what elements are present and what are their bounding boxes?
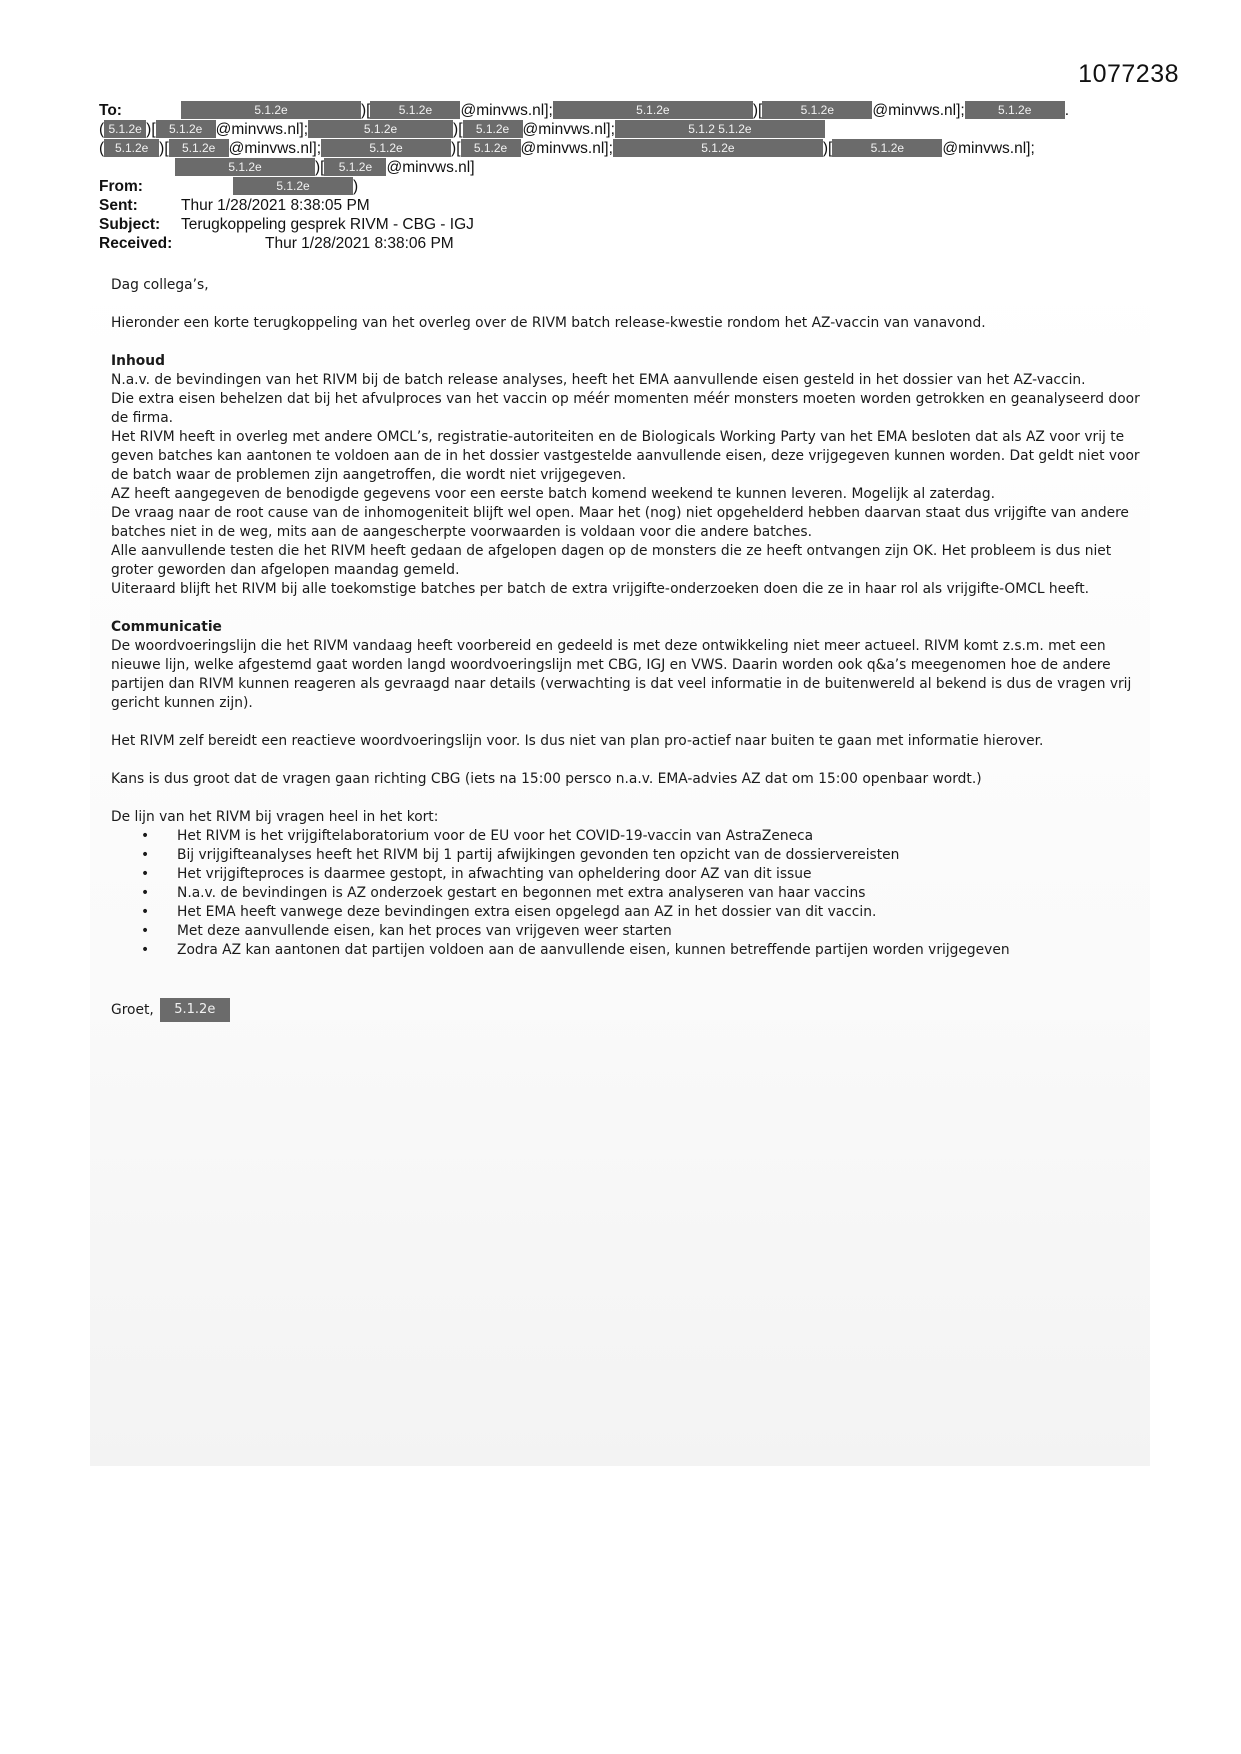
list-item: • Bij vrijgifteanalyses heeft het RIVM bij 1 partij afwijkingen gevonden ten opzicht van de dossiervereisten	[177, 846, 1141, 865]
redaction-box: 5.1.2e	[461, 139, 521, 157]
subject-value: Terugkoppeling gesprek RIVM - CBG - IGJ	[181, 216, 474, 233]
recipient-text: )[	[752, 102, 763, 119]
inhoud-paragraph: Alle aanvullende testen die het RIVM heeft gedaan de afgelopen dagen op de monsters die ze heeft ontvangen zijn OK. Het probleem is dus niet groter geworden dan afgelopen maandag gemeld.	[111, 543, 1112, 578]
bullet-list	[111, 827, 1141, 960]
recipient-text: @minvws.nl]	[386, 159, 475, 176]
to-label: To:	[99, 102, 122, 119]
redaction-box: 5.1.2e	[832, 139, 942, 157]
inhoud-paragraph: AZ heeft aangegeven de benodigde gegevens voor een eerste batch komend weekend te kunnen leveren. Mogelijk al zaterdag.	[111, 486, 995, 502]
document-number: 1077238	[1078, 60, 1179, 88]
redaction-box: 5.1.2e	[463, 120, 523, 138]
redaction-box: 5.1.2e	[370, 101, 460, 119]
redaction-box: 5.1.2e	[965, 101, 1065, 119]
received-label: Received:	[99, 235, 173, 252]
sent-value: Thur 1/28/2021 8:38:05 PM	[181, 197, 370, 214]
recipient-text: @minvws.nl];	[520, 140, 613, 157]
message-body	[111, 276, 1141, 1022]
greeting: Dag collega’s,	[111, 277, 209, 293]
redaction-box: 5.1.2e	[181, 101, 361, 119]
from-label: From:	[99, 178, 143, 195]
recipient-text: .	[1064, 102, 1070, 119]
redacted-signature: 5.1.2e	[160, 998, 230, 1022]
inhoud-paragraph: Die extra eisen behelzen dat bij het afvulproces van het vaccin op méér momenten méér monsters moeten worden getrokken en geanalyseerd door de firma.	[111, 391, 1140, 426]
recipient-text: (	[99, 140, 105, 157]
received-row	[99, 234, 1159, 253]
to-line	[99, 158, 1159, 177]
recipient-text: )[	[451, 140, 461, 157]
recipient-text: )[	[146, 121, 156, 138]
recipient-text: @minvws.nl];	[942, 140, 1035, 157]
recipient-text: @minvws.nl];	[460, 102, 553, 119]
communicatie-paragraph: Het RIVM zelf bereidt een reactieve woordvoeringslijn voor. Is dus niet van plan pro-actief naar buiten te gaan met informatie hierover.	[111, 733, 1044, 749]
list-item: • Het RIVM is het vrijgiftelaboratorium voor de EU voor het COVID-19-vaccin van AstraZeneca	[177, 827, 1141, 846]
list-item: • N.a.v. de bevindingen is AZ onderzoek gestart en begonnen met extra analyseren van haar vaccins	[177, 884, 1141, 903]
list-item: • Met deze aanvullende eisen, kan het proces van vrijgeven weer starten	[177, 922, 1141, 941]
recipient-text: )[	[361, 102, 371, 119]
communicatie-paragraph: Kans is dus groot dat de vragen gaan richting CBG (iets na 15:00 persco n.a.v. EMA-advies AZ dat om 15:00 openbaar wordt.)	[111, 771, 982, 787]
recipient-text: )[	[315, 159, 325, 176]
redaction-box: 5.1.2e	[324, 158, 386, 176]
redaction-box: 5.1.2e	[308, 120, 453, 138]
redaction-box: 5.1.2e	[156, 120, 216, 138]
communicatie-paragraph: De woordvoeringslijn die het RIVM vandaag heeft voorbereid en gedeeld is met deze ontwikkeling niet meer actueel. RIVM komt z.s.m. met een nieuwe lijn, welke afgestemd gaat worden langd woordvoeringslijn met CBG, IGJ en VWS. Daarin worden ook q&a’s meegenomen hoe de andere partijen dan RIVM kunnen reageren als gevraagd naar details (verwachting is dat veel informatie in de buitenwereld al bekend is dus de vragen vrij gericht kunnen zijn).	[111, 638, 1132, 711]
list-item: • Het EMA heeft vanwege deze bevindingen extra eisen opgelegd aan AZ in het dossier van dit vaccin.	[177, 903, 1141, 922]
sent-label: Sent:	[99, 197, 138, 214]
recipient-text: @minvws.nl];	[872, 102, 965, 119]
recipient-text: )[	[822, 140, 833, 157]
intro-paragraph: Hieronder een korte terugkoppeling van het overleg over de RIVM batch release-kwestie rondom het AZ-vaccin van vanavond.	[111, 315, 986, 331]
redaction-box: 5.1.2e	[613, 139, 823, 157]
recipient-text: @minvws.nl];	[215, 121, 309, 138]
list-item: • Het vrijgifteproces is daarmee gestopt, in afwachting van opheldering door AZ van dit issue	[177, 865, 1141, 884]
recipient-text: )[	[453, 121, 463, 138]
from-row	[99, 177, 1159, 196]
recipient-text: @minvws.nl];	[522, 121, 615, 138]
redaction-box: 5.1.2e	[169, 139, 229, 157]
redaction-box: 5.1.2e	[104, 120, 146, 138]
recipient-text: (	[99, 121, 105, 138]
sent-row	[99, 196, 1159, 215]
email-header	[99, 101, 1159, 253]
redaction-box: 5.1.2e	[175, 158, 315, 176]
inhoud-paragraph: Het RIVM heeft in overleg met andere OMCL’s, registratie-autoriteiten en de Biologicals Working Party van het EMA besloten dat als AZ voor vrij te geven batches kan aantonen te voldoen aan de in het dossier vastgestelde aanvullende eisen, deze vrijgegeven kunnen worden. Dat geldt niet voor de batch waar de problemen zijn aangetroffen, die wordt niet vrijgegeven.	[111, 429, 1140, 483]
recipient-text: @minvws.nl];	[228, 140, 322, 157]
subject-row	[99, 215, 1159, 234]
signature	[111, 998, 1141, 1022]
to-line	[99, 139, 1159, 158]
redaction-box: 5.1.2e	[321, 139, 451, 157]
to-line	[99, 120, 1159, 139]
closing: Groet,	[111, 1001, 154, 1018]
section-title-communicatie: Communicatie	[111, 619, 222, 635]
redacted-sender: 5.1.2e	[233, 177, 353, 195]
subject-label: Subject:	[99, 216, 161, 233]
redaction-box: 5.1.2e	[104, 139, 159, 157]
recipient-text: )[	[159, 140, 169, 157]
from-suffix: )	[353, 178, 359, 195]
line-intro: De lijn van het RIVM bij vragen heel in het kort:	[111, 809, 439, 825]
redaction-box: 5.1.2e	[553, 101, 753, 119]
redaction-box: 5.1.2e	[762, 101, 872, 119]
list-item: • Zodra AZ kan aantonen dat partijen voldoen aan de aanvullende eisen, kunnen betreffende partijen worden vrijgegeven	[177, 941, 1141, 960]
inhoud-paragraph: N.a.v. de bevindingen van het RIVM bij de batch release analyses, heeft het EMA aanvullende eisen gesteld in het dossier van het AZ-vaccin.	[111, 372, 1086, 388]
received-value: Thur 1/28/2021 8:38:06 PM	[265, 235, 454, 252]
inhoud-paragraph: Uiteraard blijft het RIVM bij alle toekomstige batches per batch de extra vrijgifte-onderzoeken doen die ze in haar rol als vrijgifte-OMCL heeft.	[111, 581, 1090, 597]
section-title-inhoud: Inhoud	[111, 353, 165, 369]
redaction-box: 5.1.2 5.1.2e	[615, 120, 825, 138]
inhoud-paragraph: De vraag naar de root cause van de inhomogeniteit blijft wel open. Maar het (nog) niet opgehelderd hebben daarvan staat dus vrijgifte van andere batches niet in de weg, mits aan de aangescherpte voorwaarden is voldaan voor die andere batches.	[111, 505, 1129, 540]
to-line	[181, 101, 1159, 120]
